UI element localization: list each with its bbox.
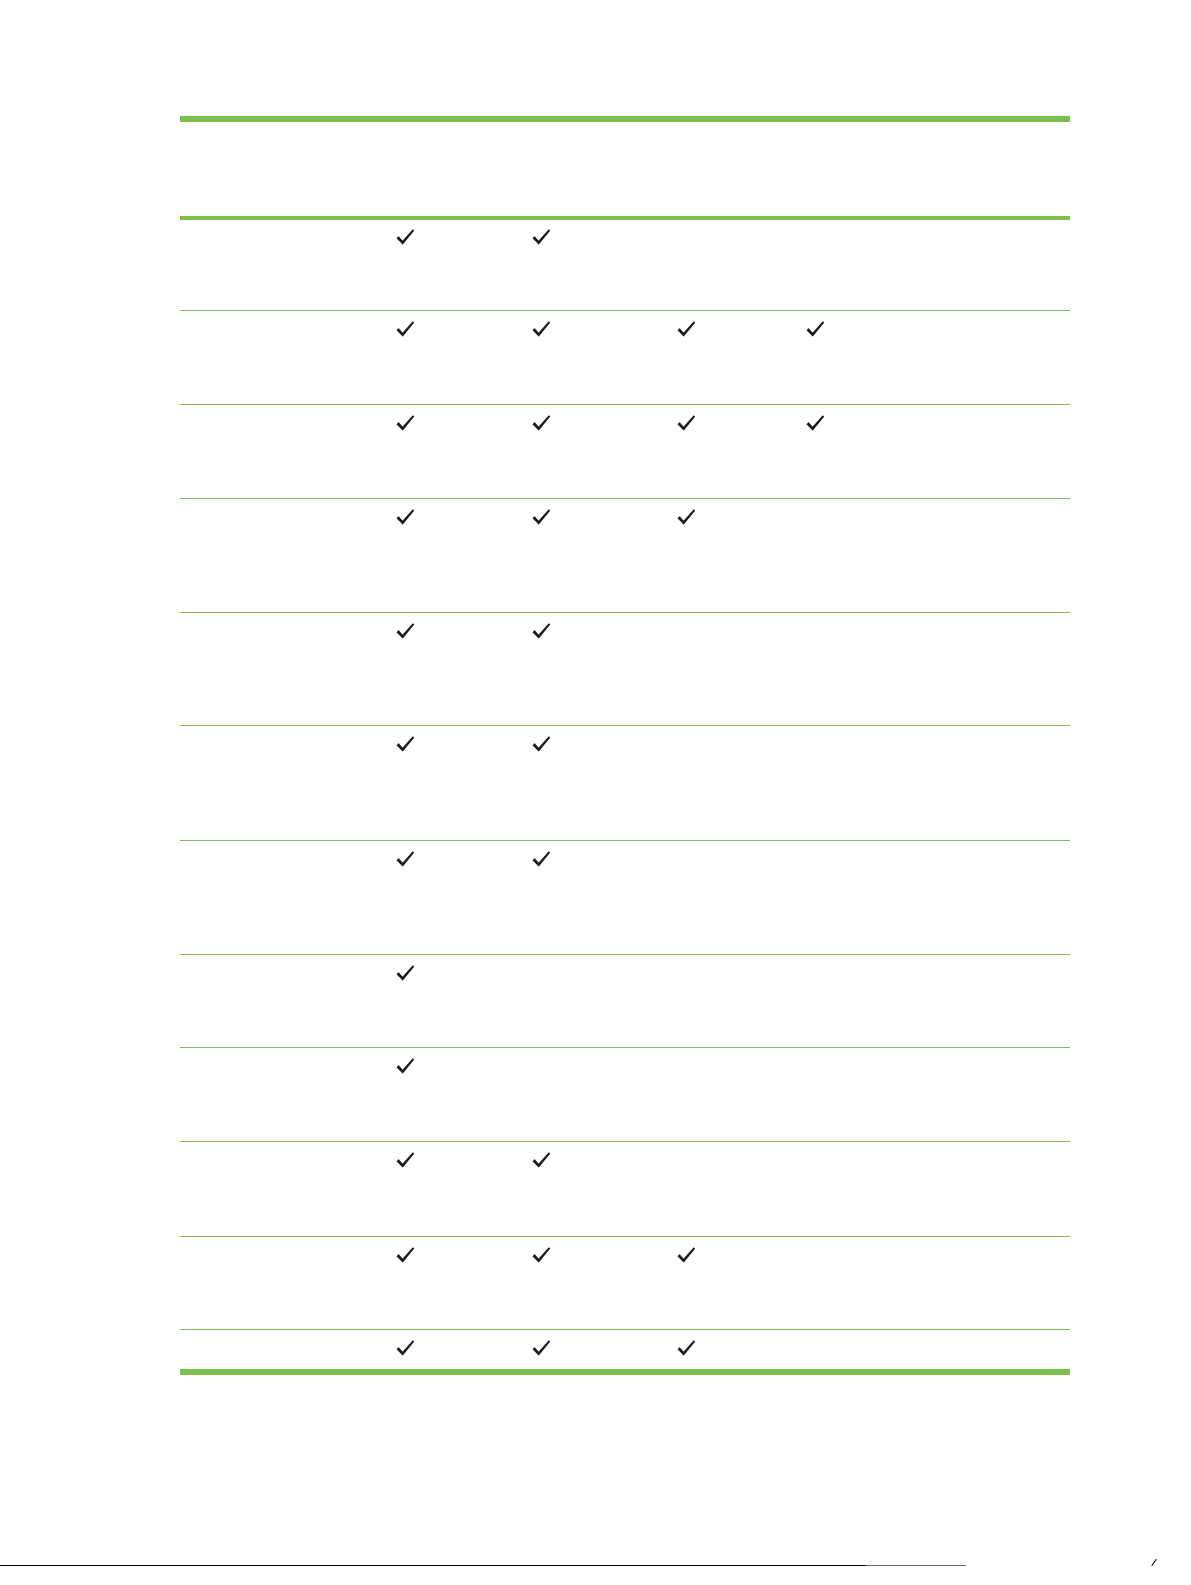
table-top-rule [180, 116, 1070, 122]
check-mark-icon [395, 735, 415, 753]
row-divider [180, 1047, 1070, 1048]
row-divider [180, 1141, 1070, 1142]
check-mark-icon [395, 1057, 415, 1075]
check-mark-icon [395, 1151, 415, 1169]
check-mark-icon [395, 414, 415, 432]
check-mark-icon [531, 735, 551, 753]
row-divider [180, 1329, 1070, 1330]
check-mark-icon [531, 228, 551, 246]
check-mark-icon [531, 1246, 551, 1264]
row-divider [180, 725, 1070, 726]
check-mark-icon [531, 1151, 551, 1169]
row-divider [180, 498, 1070, 499]
page-footer-rule [0, 1565, 866, 1566]
check-mark-icon [395, 850, 415, 868]
row-divider [180, 612, 1070, 613]
check-mark-icon [531, 850, 551, 868]
page-corner-mark [1151, 1559, 1156, 1566]
check-mark-icon [531, 622, 551, 640]
check-mark-icon [395, 508, 415, 526]
page-footer-rule-end [866, 1565, 966, 1566]
check-mark-icon [395, 1339, 415, 1357]
header-bottom-rule [180, 216, 1070, 220]
check-mark-icon [676, 508, 696, 526]
row-divider [180, 840, 1070, 841]
check-mark-icon [676, 1339, 696, 1357]
table-bottom-rule [180, 1369, 1070, 1375]
check-mark-icon [395, 320, 415, 338]
check-mark-icon [531, 1339, 551, 1357]
check-mark-icon [395, 228, 415, 246]
check-mark-icon [805, 414, 825, 432]
check-mark-icon [395, 964, 415, 982]
row-divider [180, 404, 1070, 405]
check-mark-icon [676, 414, 696, 432]
check-mark-icon [395, 622, 415, 640]
check-mark-icon [676, 320, 696, 338]
row-divider [180, 1236, 1070, 1237]
row-divider [180, 310, 1070, 311]
check-mark-icon [676, 1246, 696, 1264]
check-mark-icon [395, 1246, 415, 1264]
check-mark-icon [531, 414, 551, 432]
row-divider [180, 954, 1070, 955]
check-mark-icon [805, 320, 825, 338]
check-mark-icon [531, 320, 551, 338]
check-mark-icon [531, 508, 551, 526]
